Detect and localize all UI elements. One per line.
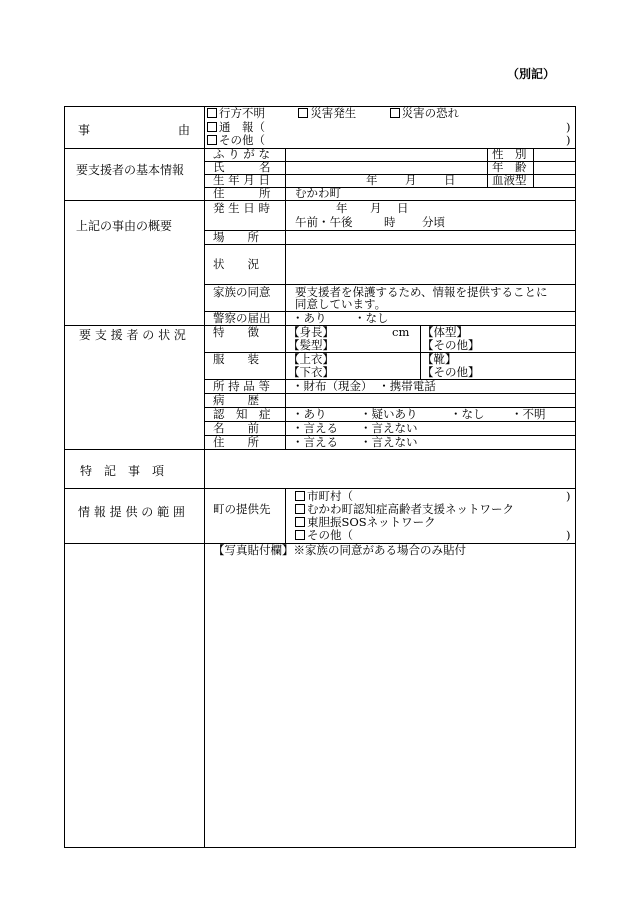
clothing-label: 服 装 (213, 352, 259, 366)
close-paren: ) (566, 489, 571, 503)
features-label: 特 徴 (213, 325, 259, 339)
dementia-suspected: ・疑いあり (360, 407, 418, 421)
checkbox[interactable] (298, 108, 308, 118)
scope-option-4: その他（ (295, 529, 353, 542)
option-missing: 行方不明 (219, 106, 265, 120)
consent-text-1: 要支援者を保護するため、情報を提供することに (295, 285, 548, 299)
rule-after-basic (64, 200, 576, 201)
police-yes: ・あり (292, 311, 327, 325)
status-rule-1 (204, 352, 576, 353)
shoes-label: 【靴】 (422, 352, 457, 366)
page-label: （別記） (507, 67, 556, 81)
basic-sub-divider (285, 148, 286, 200)
dementia-label: 認 知 症 (213, 407, 271, 421)
label-column-divider (204, 106, 205, 848)
rule-after-status (64, 449, 576, 450)
police-label: 警察の届出 (213, 311, 271, 325)
scope-sub-divider (285, 488, 286, 543)
datetime-year: 年 (336, 201, 348, 215)
cm-unit: cm (392, 325, 410, 339)
belongings-value: ・財布（現金） ・携帯電話 (292, 379, 436, 393)
feature-other-label: 【その他】 (422, 338, 480, 352)
birth-year: 年 (366, 173, 378, 187)
checkbox[interactable] (390, 108, 400, 118)
dementia-unknown: ・不明 (511, 407, 546, 421)
hair-label: 【髪型】 (288, 338, 334, 352)
consent-text-2: 同意しています。 (295, 297, 387, 311)
dementia-yes: ・あり (292, 407, 327, 421)
summary-rule-1 (204, 230, 576, 231)
name-label: 氏 名 (213, 160, 271, 174)
reason-row-1 (207, 107, 459, 120)
datetime-label: 発 生 日 時 (213, 201, 270, 215)
blood-type-label: 血液型 (492, 173, 527, 187)
close-paren: ) (566, 133, 571, 147)
datetime-minute: 分頃 (422, 215, 445, 229)
lower-label: 【下衣】 (288, 365, 334, 379)
scope-label: 情 報 提 供 の 範 囲 (78, 505, 185, 519)
clothing-other-label: 【その他】 (422, 365, 480, 379)
address-say-label: 住 所 (213, 435, 259, 449)
option-disaster: 災害発生 (310, 106, 357, 120)
birth-day: 日 (444, 173, 456, 187)
scope-option-2: むかわ町認知症高齢者支援ネットワーク (295, 503, 514, 516)
basic-info-label: 要支援者の基本情報 (76, 163, 185, 177)
history-label: 病 歴 (213, 393, 259, 407)
body-type-label: 【体型】 (422, 325, 468, 339)
checkbox[interactable] (295, 504, 305, 514)
place-label: 場 所 (213, 230, 259, 244)
summary-sub-divider (285, 200, 286, 325)
scope-option-3: 東胆振SOSネットワーク (295, 516, 436, 529)
address-value: むかわ町 (295, 186, 341, 200)
close-paren: ) (566, 528, 571, 542)
police-no: ・なし (354, 311, 389, 325)
checkbox[interactable] (207, 108, 217, 118)
status-rule-3 (204, 393, 576, 394)
datetime-hour: 時 (384, 215, 396, 229)
close-paren: ) (566, 120, 571, 134)
option-disaster-risk: 災害の恐れ (401, 106, 460, 120)
checkbox[interactable] (295, 517, 305, 527)
upper-label: 【上衣】 (288, 352, 334, 366)
name-say-label: 名 前 (213, 421, 259, 435)
address-cannot-say: ・言えない (360, 435, 418, 449)
reason-row-3 (207, 134, 265, 147)
age-label: 年 齢 (492, 160, 527, 174)
summary-rule-2 (204, 244, 576, 245)
furigana-label: ふ り が な (213, 147, 270, 161)
dementia-no: ・なし (450, 407, 485, 421)
status-sub-divider (285, 325, 286, 449)
datetime-month: 月 (370, 201, 382, 215)
scope-option-1: 市町村（ (295, 490, 353, 503)
checkbox[interactable] (207, 135, 217, 145)
name-can-say: ・言える (292, 421, 338, 435)
height-label: 【身長】 (288, 325, 334, 339)
checkbox[interactable] (207, 122, 217, 132)
status-feature-divider (420, 325, 421, 379)
sex-label: 性 別 (492, 147, 527, 161)
consent-label: 家族の同意 (213, 285, 271, 299)
photo-area-title: 【写真貼付欄】※家族の同意がある場合のみ貼付 (213, 543, 466, 557)
checkbox[interactable] (295, 530, 305, 540)
notes-label: 特 記 事 項 (80, 464, 165, 478)
option-report: 通 報（ (219, 120, 265, 134)
provider-label: 町の提供先 (213, 502, 271, 516)
datetime-day: 日 (397, 201, 409, 215)
status-label: 要 支 援 者 の 状 況 (79, 328, 186, 342)
birth-month: 月 (405, 173, 417, 187)
summary-label: 上記の事由の概要 (76, 219, 173, 233)
reason-label: 事 由 (78, 123, 190, 137)
situation-label: 状 況 (213, 257, 259, 271)
basic-sex-right (533, 148, 534, 187)
address-label: 住 所 (213, 186, 271, 200)
datetime-ampm: 午前・午後 (295, 215, 353, 229)
address-can-say: ・言える (292, 435, 338, 449)
birth-label: 生 年 月 日 (213, 173, 270, 187)
option-other: その他（ (219, 133, 265, 147)
checkbox[interactable] (295, 491, 305, 501)
basic-sex-left (487, 148, 488, 187)
belongings-label: 所 持 品 等 (213, 379, 270, 393)
name-cannot-say: ・言えない (360, 421, 418, 435)
